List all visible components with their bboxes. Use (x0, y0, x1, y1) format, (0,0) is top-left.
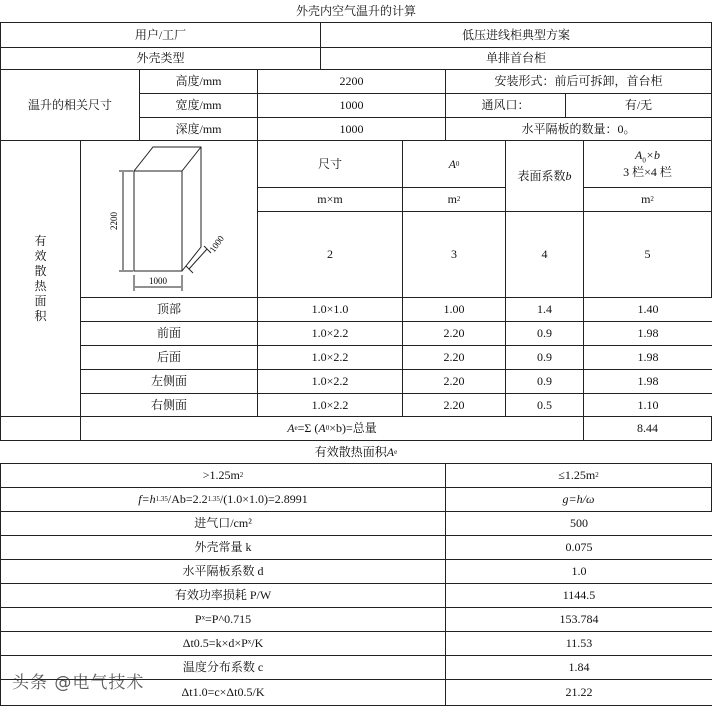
group-char: 效 (34, 248, 47, 263)
col-number: 2 (257, 211, 403, 298)
group-char: 有 (34, 233, 47, 248)
face-ab-cell: 1.98 (583, 321, 712, 346)
calc-value: 1.0 (445, 559, 712, 584)
face-b-cell: 1.4 (505, 297, 584, 322)
face-a0-cell: 1.00 (402, 297, 506, 322)
partition-count: 水平隔板的数量：0。 (445, 117, 712, 141)
face-size-cell: 1.0×1.0 (257, 297, 403, 322)
watermark: 头条 @电气技术 (12, 673, 145, 693)
face-ab-cell: 1.10 (583, 393, 712, 417)
face-face-cell: 顶部 (80, 297, 258, 322)
face-a0-cell: 2.20 (402, 393, 506, 417)
dims-group-label: 温升的相关尺寸 (0, 69, 140, 141)
face-face-cell: 前面 (80, 321, 258, 346)
face-b-cell: 0.5 (505, 393, 584, 417)
height-label: 高度/mm (139, 69, 258, 94)
calc-value: 153.784 (445, 607, 712, 632)
user-value: 低压进线柜典型方案 (320, 22, 712, 48)
le-threshold: ≤1.25m 2 (445, 463, 712, 488)
effective-area-heading: 有效散热面积 A e (314, 444, 398, 459)
enclosure-diagram (80, 140, 258, 298)
unit-ab: m 2 (583, 187, 712, 212)
height-value: 2200 (257, 69, 446, 94)
vent-label: 通风口： (445, 93, 566, 118)
face-face-cell: 后面 (80, 345, 258, 370)
width-value: 1000 (257, 93, 446, 118)
face-face-cell: 左侧面 (80, 369, 258, 394)
unit-a0: m 2 (402, 187, 506, 212)
calc-label: Pˣ=P^0.715 (0, 607, 446, 632)
calc-label: 水平隔板系数 d (0, 559, 446, 584)
col-number: 4 (505, 211, 584, 298)
face-ab-cell: 1.40 (583, 297, 712, 322)
calc-label: Δt1.0=c×Δt0.5/K (0, 679, 446, 706)
face-a0-cell: 2.20 (402, 321, 506, 346)
face-size-cell: 1.0×2.2 (257, 393, 403, 417)
col-header-size: 尺寸 (257, 140, 403, 188)
face-b-cell: 0.9 (505, 321, 584, 346)
face-size-cell: 1.0×2.2 (257, 345, 403, 370)
face-a0-cell: 2.20 (402, 345, 506, 370)
depth-value: 1000 (257, 117, 446, 141)
col-header-a0: A 0 (402, 140, 506, 188)
g-formula: g=h/ω (445, 487, 712, 512)
calc-value: 1144.5 (445, 583, 712, 608)
unit-size: m×m (257, 187, 403, 212)
calc-label: 有效功率损耗 P/W (0, 583, 446, 608)
diagram-depth: 1000 (207, 233, 226, 255)
face-a0-cell: 2.20 (402, 369, 506, 394)
group-char: 散 (34, 263, 47, 278)
type-value: 单排首台柜 (320, 47, 712, 70)
total-blank-cell (0, 416, 81, 441)
effective-area-group-label (0, 140, 81, 417)
calc-value: 11.53 (445, 631, 712, 656)
face-size-cell: 1.0×2.2 (257, 321, 403, 346)
gt-threshold: >1.25m 2 (0, 463, 446, 488)
face-ab-cell: 1.98 (583, 369, 712, 394)
calc-label: 温度分布系数 c (0, 655, 446, 680)
face-ab-cell: 1.98 (583, 345, 712, 370)
user-label: 用户/工厂 (0, 22, 321, 48)
face-face-cell: 右侧面 (80, 393, 258, 417)
diagram-height: 2200 (109, 212, 119, 230)
document-title: 外壳内空气温升的计算 (295, 4, 416, 18)
col-header-a0-times-b: $A_0\times b$ 3 栏×4 栏 (583, 140, 712, 188)
calc-label: 外壳常量 k (0, 535, 446, 560)
calc-value: 1.84 (445, 655, 712, 680)
group-char: 积 (34, 308, 47, 323)
vent-value: 有/无 (565, 93, 712, 118)
install-form: 安装形式：前后可拆卸，首台柜 (445, 69, 712, 94)
calc-value: 21.22 (445, 679, 712, 706)
face-b-cell: 0.9 (505, 345, 584, 370)
calc-value: 500 (445, 511, 712, 536)
total-formula: A e =Σ ( A 0 ×b)=总量 (80, 416, 584, 441)
face-size-cell: 1.0×2.2 (257, 369, 403, 394)
calc-value: 0.075 (445, 535, 712, 560)
calc-label: 进气口/cm² (0, 511, 446, 536)
group-char: 面 (34, 293, 47, 308)
f-formula: f=h 1.35 /Ab=2.2 1.35 /(1.0×1.0)=2.8991 (0, 487, 446, 512)
col-header-surface-factor: 表面系数 b (505, 140, 584, 212)
calc-label: Δt0.5=k×d×Pˣ/K (0, 631, 446, 656)
width-label: 宽度/mm (139, 93, 258, 118)
cabinet-drawing (81, 141, 257, 297)
diagram-width: 1000 (149, 276, 167, 286)
group-char: 热 (34, 278, 47, 293)
col-number: 5 (583, 211, 712, 298)
total-value: 8.44 (583, 416, 712, 441)
col-number: 3 (402, 211, 506, 298)
type-label: 外壳类型 (0, 47, 321, 70)
depth-label: 深度/mm (139, 117, 258, 141)
face-b-cell: 0.9 (505, 369, 584, 394)
